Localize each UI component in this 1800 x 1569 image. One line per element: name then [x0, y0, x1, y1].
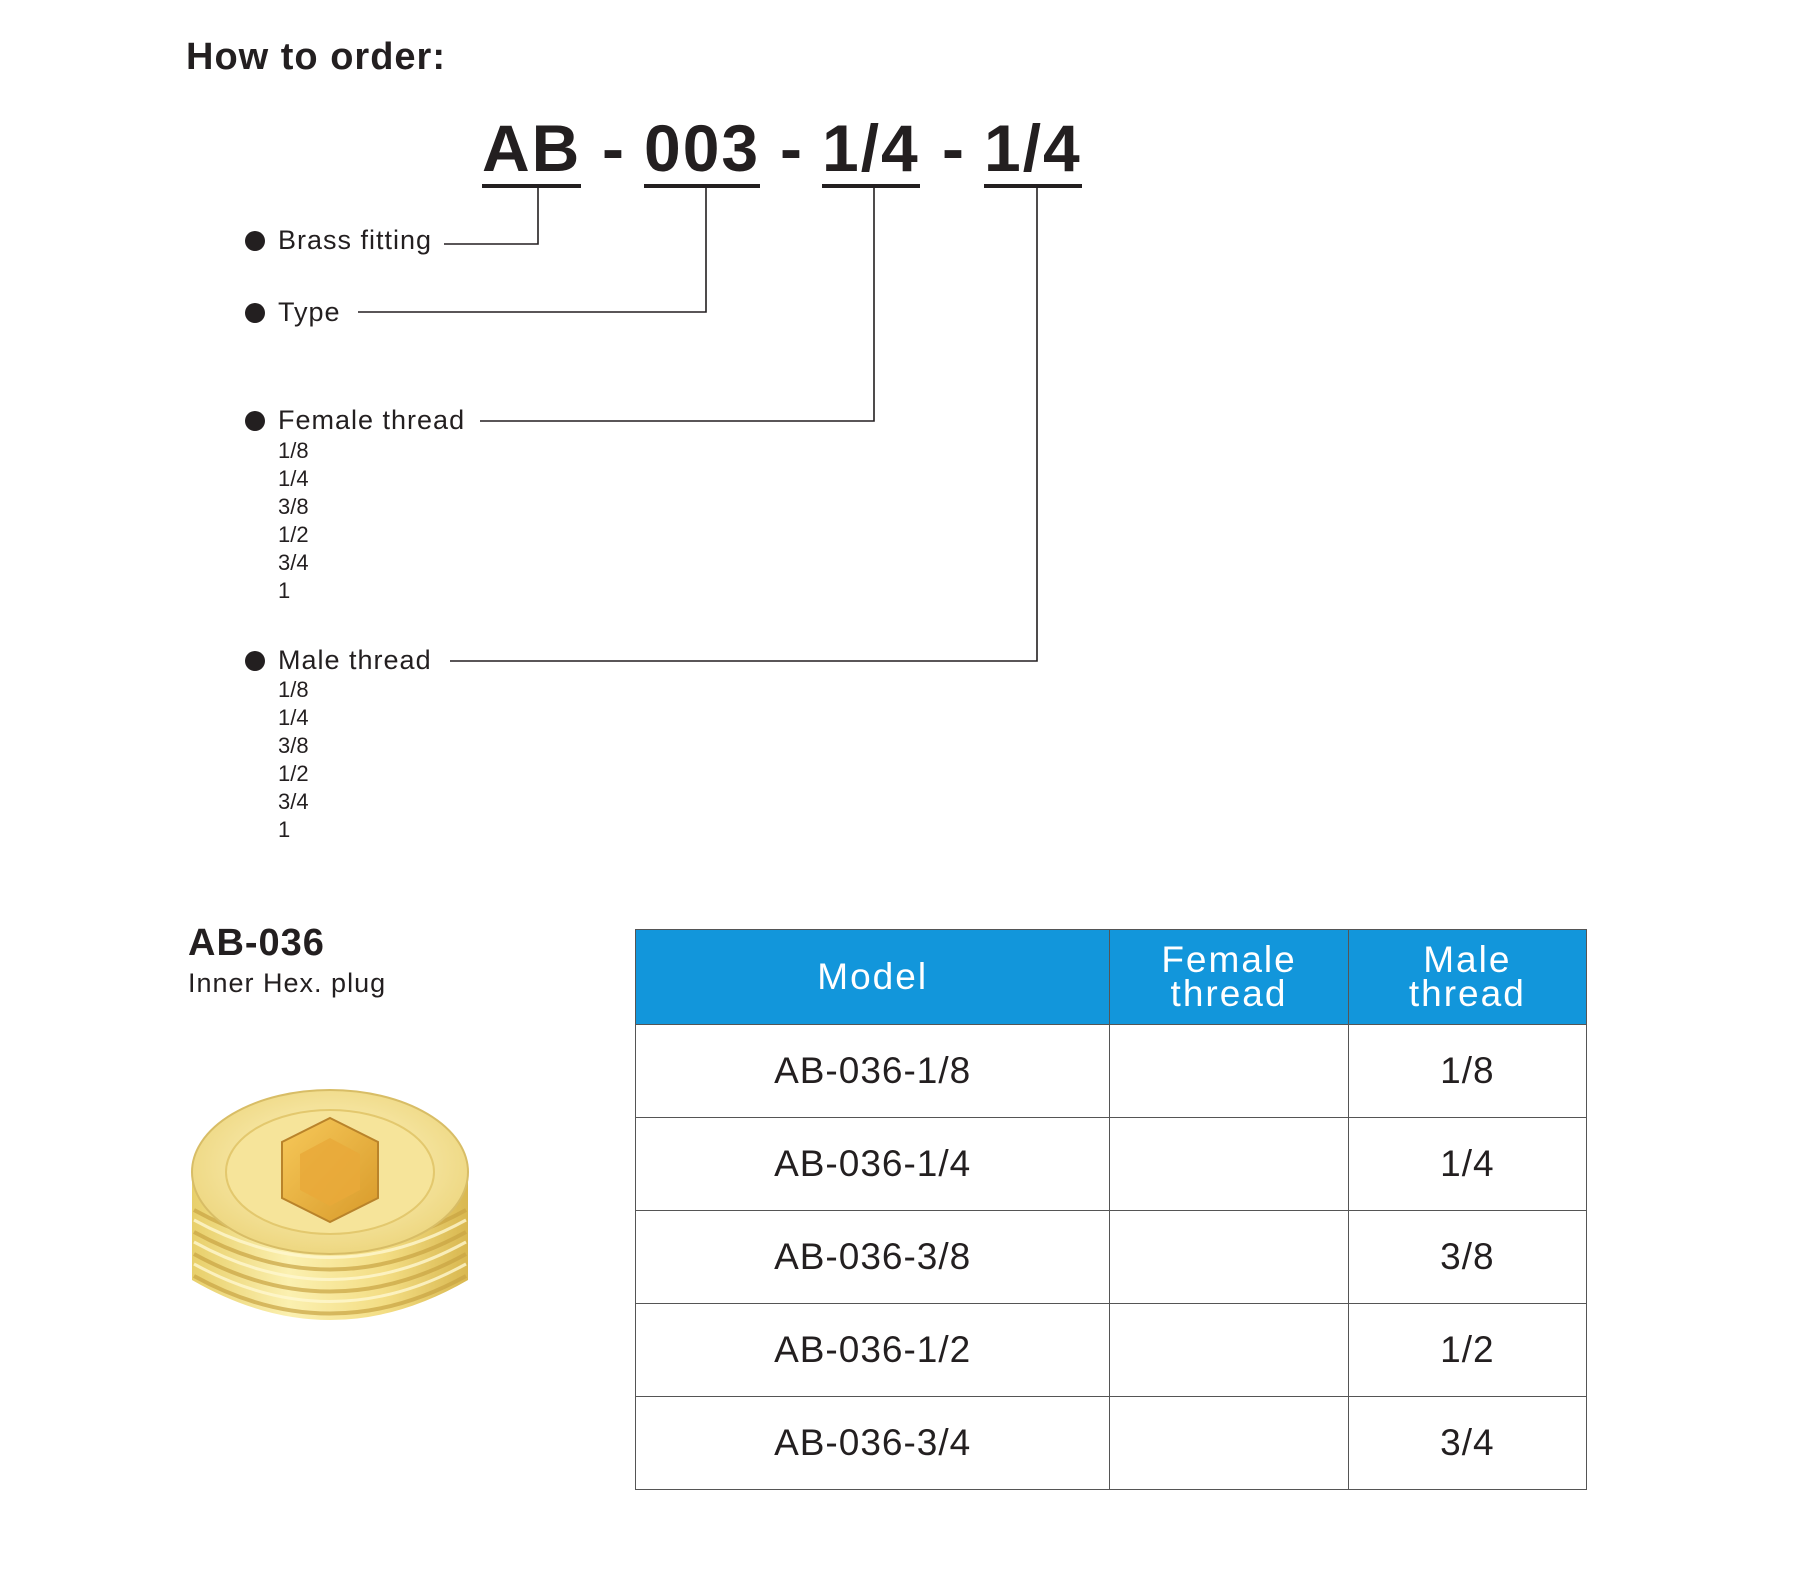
leader-brass-fitting: [444, 186, 538, 244]
leader-female-thread: [480, 186, 874, 421]
cell-model: AB-036-1/2: [636, 1304, 1110, 1397]
product-code: AB-036: [188, 922, 325, 964]
cell-male-thread: 1/4: [1348, 1118, 1586, 1211]
option: 3/4: [278, 550, 309, 575]
brass-hex-plug-icon: [180, 1080, 480, 1350]
field-label-male-thread: Male thread: [278, 645, 432, 675]
code-part-female-thread: 1/4: [822, 112, 920, 188]
option: 1: [278, 817, 291, 842]
bullet-icon: [245, 651, 265, 671]
field-label-female-thread: Female thread: [278, 405, 466, 435]
option: 1/4: [278, 705, 309, 730]
table-header-row: [636, 930, 1587, 1025]
cell-male-thread: 3/4: [1348, 1397, 1586, 1490]
code-part-series: AB: [482, 112, 581, 188]
cell-male-thread: 3/8: [1348, 1211, 1586, 1304]
option: 1/8: [278, 677, 309, 702]
cell-female-thread: [1110, 1118, 1348, 1211]
field-label-type: Type: [278, 297, 341, 327]
option: 3/4: [278, 789, 309, 814]
cell-female-thread: [1110, 1025, 1348, 1118]
option: 1/4: [278, 466, 309, 491]
option: 3/8: [278, 733, 309, 758]
product-description: Inner Hex. plug: [188, 968, 387, 998]
option: 3/8: [278, 494, 309, 519]
bullet-icon: [245, 411, 265, 431]
cell-female-thread: [1110, 1211, 1348, 1304]
male-thread-options: [278, 676, 309, 844]
code-part-type: 003: [644, 112, 760, 188]
table-row: [636, 1397, 1587, 1490]
option: 1: [278, 578, 291, 603]
bullet-icon: [245, 231, 265, 251]
column-header-model: Model: [636, 930, 1110, 1025]
code-part-male-thread: 1/4: [984, 112, 1082, 188]
field-label-brass-fitting: Brass fitting: [278, 225, 433, 255]
column-header-male-thread: Male thread: [1348, 930, 1586, 1025]
cell-model: AB-036-3/8: [636, 1211, 1110, 1304]
table-row: [636, 1304, 1587, 1397]
cell-male-thread: 1/2: [1348, 1304, 1586, 1397]
table-row: [636, 1025, 1587, 1118]
cell-female-thread: [1110, 1304, 1348, 1397]
cell-male-thread: 1/8: [1348, 1025, 1586, 1118]
cell-female-thread: [1110, 1397, 1348, 1490]
option: 1/2: [278, 761, 309, 786]
code-separator: -: [602, 111, 624, 185]
spec-table: [635, 929, 1587, 1490]
table-row: [636, 1118, 1587, 1211]
code-separator: -: [942, 111, 964, 185]
page-title: How to order:: [186, 36, 446, 78]
column-header-female-thread: Female thread: [1110, 930, 1348, 1025]
female-thread-options: [278, 437, 309, 605]
option: 1/8: [278, 438, 309, 463]
table-row: [636, 1211, 1587, 1304]
cell-model: AB-036-1/8: [636, 1025, 1110, 1118]
bullet-icon: [245, 303, 265, 323]
leader-male-thread: [450, 186, 1037, 661]
code-separator: -: [780, 111, 802, 185]
cell-model: AB-036-3/4: [636, 1397, 1110, 1490]
option: 1/2: [278, 522, 309, 547]
cell-model: AB-036-1/4: [636, 1118, 1110, 1211]
